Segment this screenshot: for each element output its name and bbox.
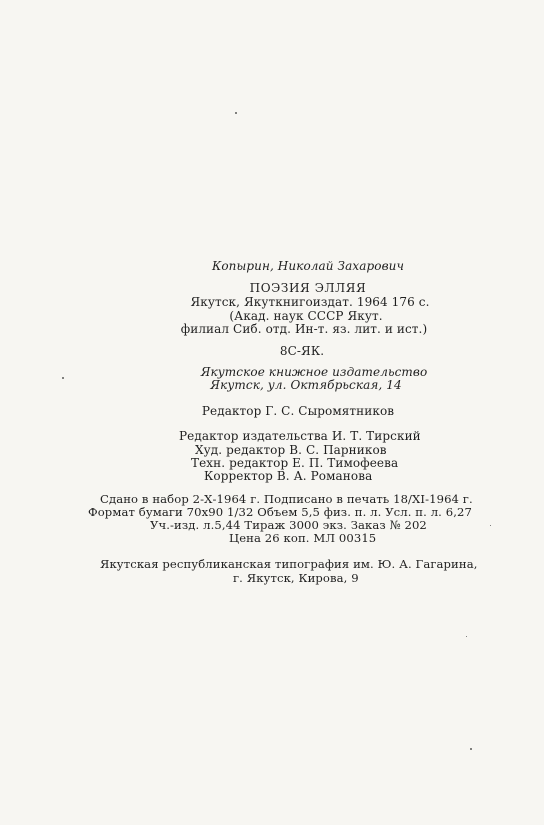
publication-line-2: (Акад. наук СССР Якут. (229, 309, 383, 323)
paper-speck (235, 112, 237, 114)
print-details-line-1: Сдано в набор 2-Х-1964 г. Подписано в печать 18/ХI-1964 г. (100, 492, 473, 506)
printer-line-1: Якутская республиканская типография им. Ю. А. Гагарина, (100, 557, 478, 571)
publisher-name: Якутское книжное издательство (200, 365, 428, 379)
print-details-line-4: Цена 26 коп. МЛ 00315 (229, 531, 377, 545)
paper-speck (466, 636, 467, 637)
book-title: ПОЭЗИЯ ЭЛЛЯЯ (249, 281, 367, 295)
publisher-address: Якутск, ул. Октябрьская, 14 (210, 378, 402, 392)
print-details-line-3: Уч.-изд. л.5,44 Тираж 3000 экз. Заказ № 202 (150, 518, 427, 532)
staff-line-3: Техн. редактор Е. П. Тимофеева (191, 456, 399, 470)
staff-line-4: Корректор В. А. Романова (204, 469, 373, 483)
paper-speck (470, 748, 472, 750)
publication-line-1: Якутск, Якуткнигоиздат. 1964 176 с. (190, 295, 430, 309)
publication-line-3: филиал Сиб. отд. Ин-т. яз. лит. и ист.) (180, 322, 428, 336)
classification-code: 8С-ЯК. (279, 344, 325, 358)
staff-line-1: Редактор издательства И. Т. Тирский (179, 429, 421, 443)
editor-line: Редактор Г. С. Сыромятников (201, 404, 395, 418)
print-details-line-2: Формат бумаги 70х90 1/32 Объем 5,5 физ. п. л. Усл. п. л. 6,27 (88, 505, 472, 519)
paper-speck (490, 525, 491, 526)
paper-speck (62, 377, 64, 379)
author-line: Копырин, Николай Захарович (211, 259, 405, 273)
staff-line-2: Худ. редактор В. С. Парников (195, 443, 387, 457)
printer-line-2: г. Якутск, Кирова, 9 (233, 571, 359, 585)
